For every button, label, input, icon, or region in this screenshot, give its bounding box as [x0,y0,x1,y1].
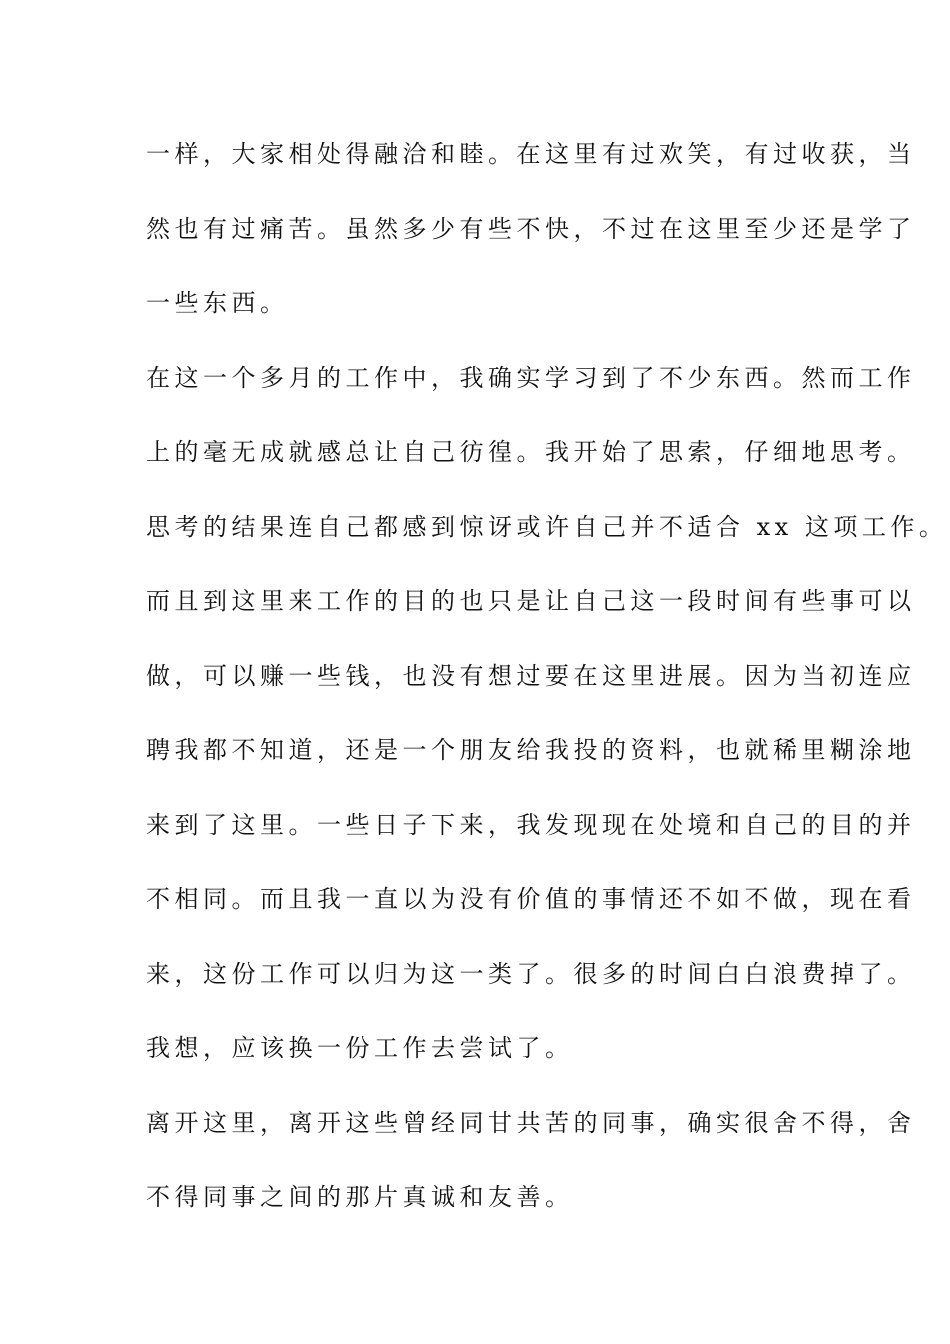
text-line: 聘我都不知道，还是一个朋友给我投的资料，也就稀里糊涂地 [146,736,916,764]
text-line: 离开这里，离开这些曾经同甘共苦的同事，确实很舍不得，舍 [146,1108,916,1137]
text-line: 而且到这里来工作的目的也只是让自己这一段时间有些事可以 [146,587,916,615]
text-line: 来，这份工作可以归为这一类了。很多的时间白白浪费掉了。 [146,959,916,988]
text-line: 思考的结果连自己都感到惊讶或许自己并不适合 xx 这项工作。 [146,512,948,541]
text-line: 来到了这里。一些日子下来，我发现现在处境和自己的目的并 [146,810,916,839]
text-line: 做，可以赚一些钱，也没有想过要在这里进展。因为当初连应 [146,661,916,690]
text-line: 我想，应该换一份工作去尝试了。 [146,1034,574,1062]
document-body [146,132,948,1250]
text-line: 不得同事之间的那片真诚和友善。 [146,1183,574,1211]
text-line: 然也有过痛苦。虽然多少有些不快，不过在这里至少还是学了 [146,214,916,243]
text-line: 一样，大家相处得融洽和睦。在这里有过欢笑，有过收获，当 [146,140,916,168]
text-line: 不相同。而且我一直以为没有价值的事情还不如不做，现在看 [146,885,916,913]
text-line: 在这一个多月的工作中，我确实学习到了不少东西。然而工作 [146,363,916,392]
text-line: 上的毫无成就感总让自己彷徨。我开始了思索，仔细地思考。 [146,438,916,466]
text-line: 一些东西。 [146,289,289,317]
